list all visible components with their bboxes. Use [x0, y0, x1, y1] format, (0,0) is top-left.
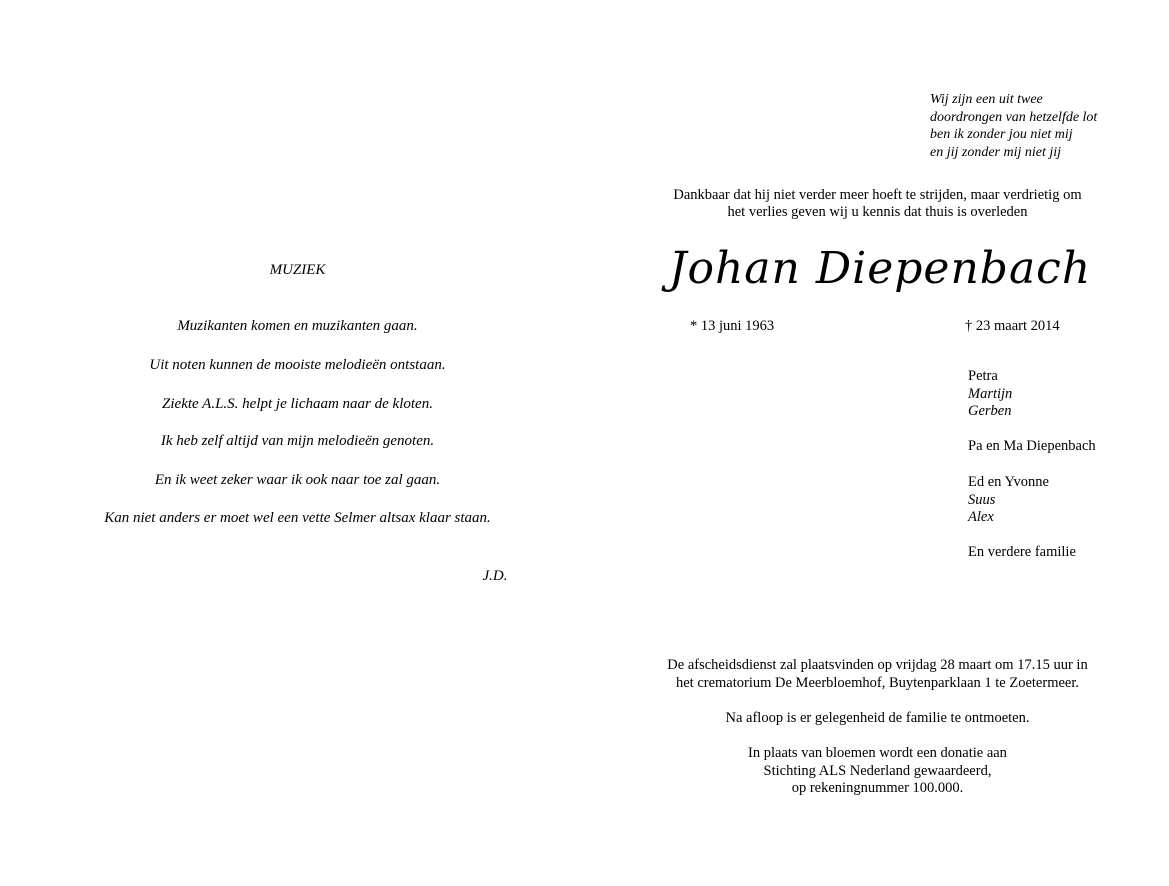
family-member: En verdere familie: [968, 544, 1076, 560]
intro-line: het verlies geven wij u kennis dat thuis is overleden: [727, 204, 1028, 220]
poem-line: Kan niet anders er moet wel een vette Selmer altsax klaar staan.: [104, 510, 491, 526]
motto-line: en jij zonder mij niet jij: [930, 144, 1062, 160]
reception-note: Na afloop is er gelegenheid de familie te ontmoeten.: [725, 710, 1030, 726]
family-group: [968, 474, 1049, 527]
donation-line: Stichting ALS Nederland gewaardeerd,: [763, 762, 992, 779]
donation-line: op rekeningnummer 100.000.: [791, 780, 964, 796]
announcement-intro: [620, 187, 1135, 221]
family-child: Martijn: [968, 385, 1013, 402]
birth-date: * 13 juni 1963: [690, 318, 775, 334]
motto: [930, 91, 1097, 161]
poem-line: En ik weet zeker waar ik ook naar toe zal gaan.: [154, 472, 441, 488]
service-line: De afscheidsdienst zal plaatsvinden op vrijdag 28 maart om 17.15 uur in: [667, 657, 1088, 673]
poem-title: MUZIEK: [269, 262, 326, 278]
family-child: Suus: [968, 491, 996, 508]
family-member: Pa en Ma Diepenbach: [968, 438, 1096, 454]
motto-line: ben ik zonder jou niet mij: [930, 127, 1073, 142]
service-details: [620, 657, 1135, 692]
donation-note: [620, 745, 1135, 798]
service-line: het crematorium De Meerbloemhof, Buytenparklaan 1 te Zoetermeer.: [675, 674, 1080, 691]
family-group: [968, 438, 1096, 456]
poem-signature: J.D.: [482, 568, 508, 584]
family-child: Gerben: [968, 403, 1012, 419]
family-group: [968, 544, 1076, 562]
deceased-name: Johan Diepenbach: [668, 243, 1092, 294]
poem-line: Ik heb zelf altijd van mijn melodieën genoten.: [160, 433, 435, 449]
intro-line: Dankbaar dat hij niet verder meer hoeft te strijden, maar verdrietig om: [673, 187, 1082, 203]
poem-line: Ziekte A.L.S. helpt je lichaam naar de kloten.: [162, 396, 433, 412]
poem-line: Uit noten kunnen de mooiste melodieën ontstaan.: [149, 357, 446, 373]
family-member: Petra: [968, 368, 998, 384]
poem-line: Muzikanten komen en muzikanten gaan.: [177, 318, 418, 334]
motto-line: Wij zijn een uit twee: [930, 92, 1043, 107]
family-group: [968, 368, 1012, 421]
donation-line: In plaats van bloemen wordt een donatie aan: [748, 745, 1007, 761]
family-member: Ed en Yvonne: [968, 474, 1049, 490]
motto-line: doordrongen van hetzelfde lot: [930, 109, 1098, 125]
family-child: Alex: [968, 509, 994, 525]
death-date: † 23 maart 2014: [965, 318, 1060, 334]
